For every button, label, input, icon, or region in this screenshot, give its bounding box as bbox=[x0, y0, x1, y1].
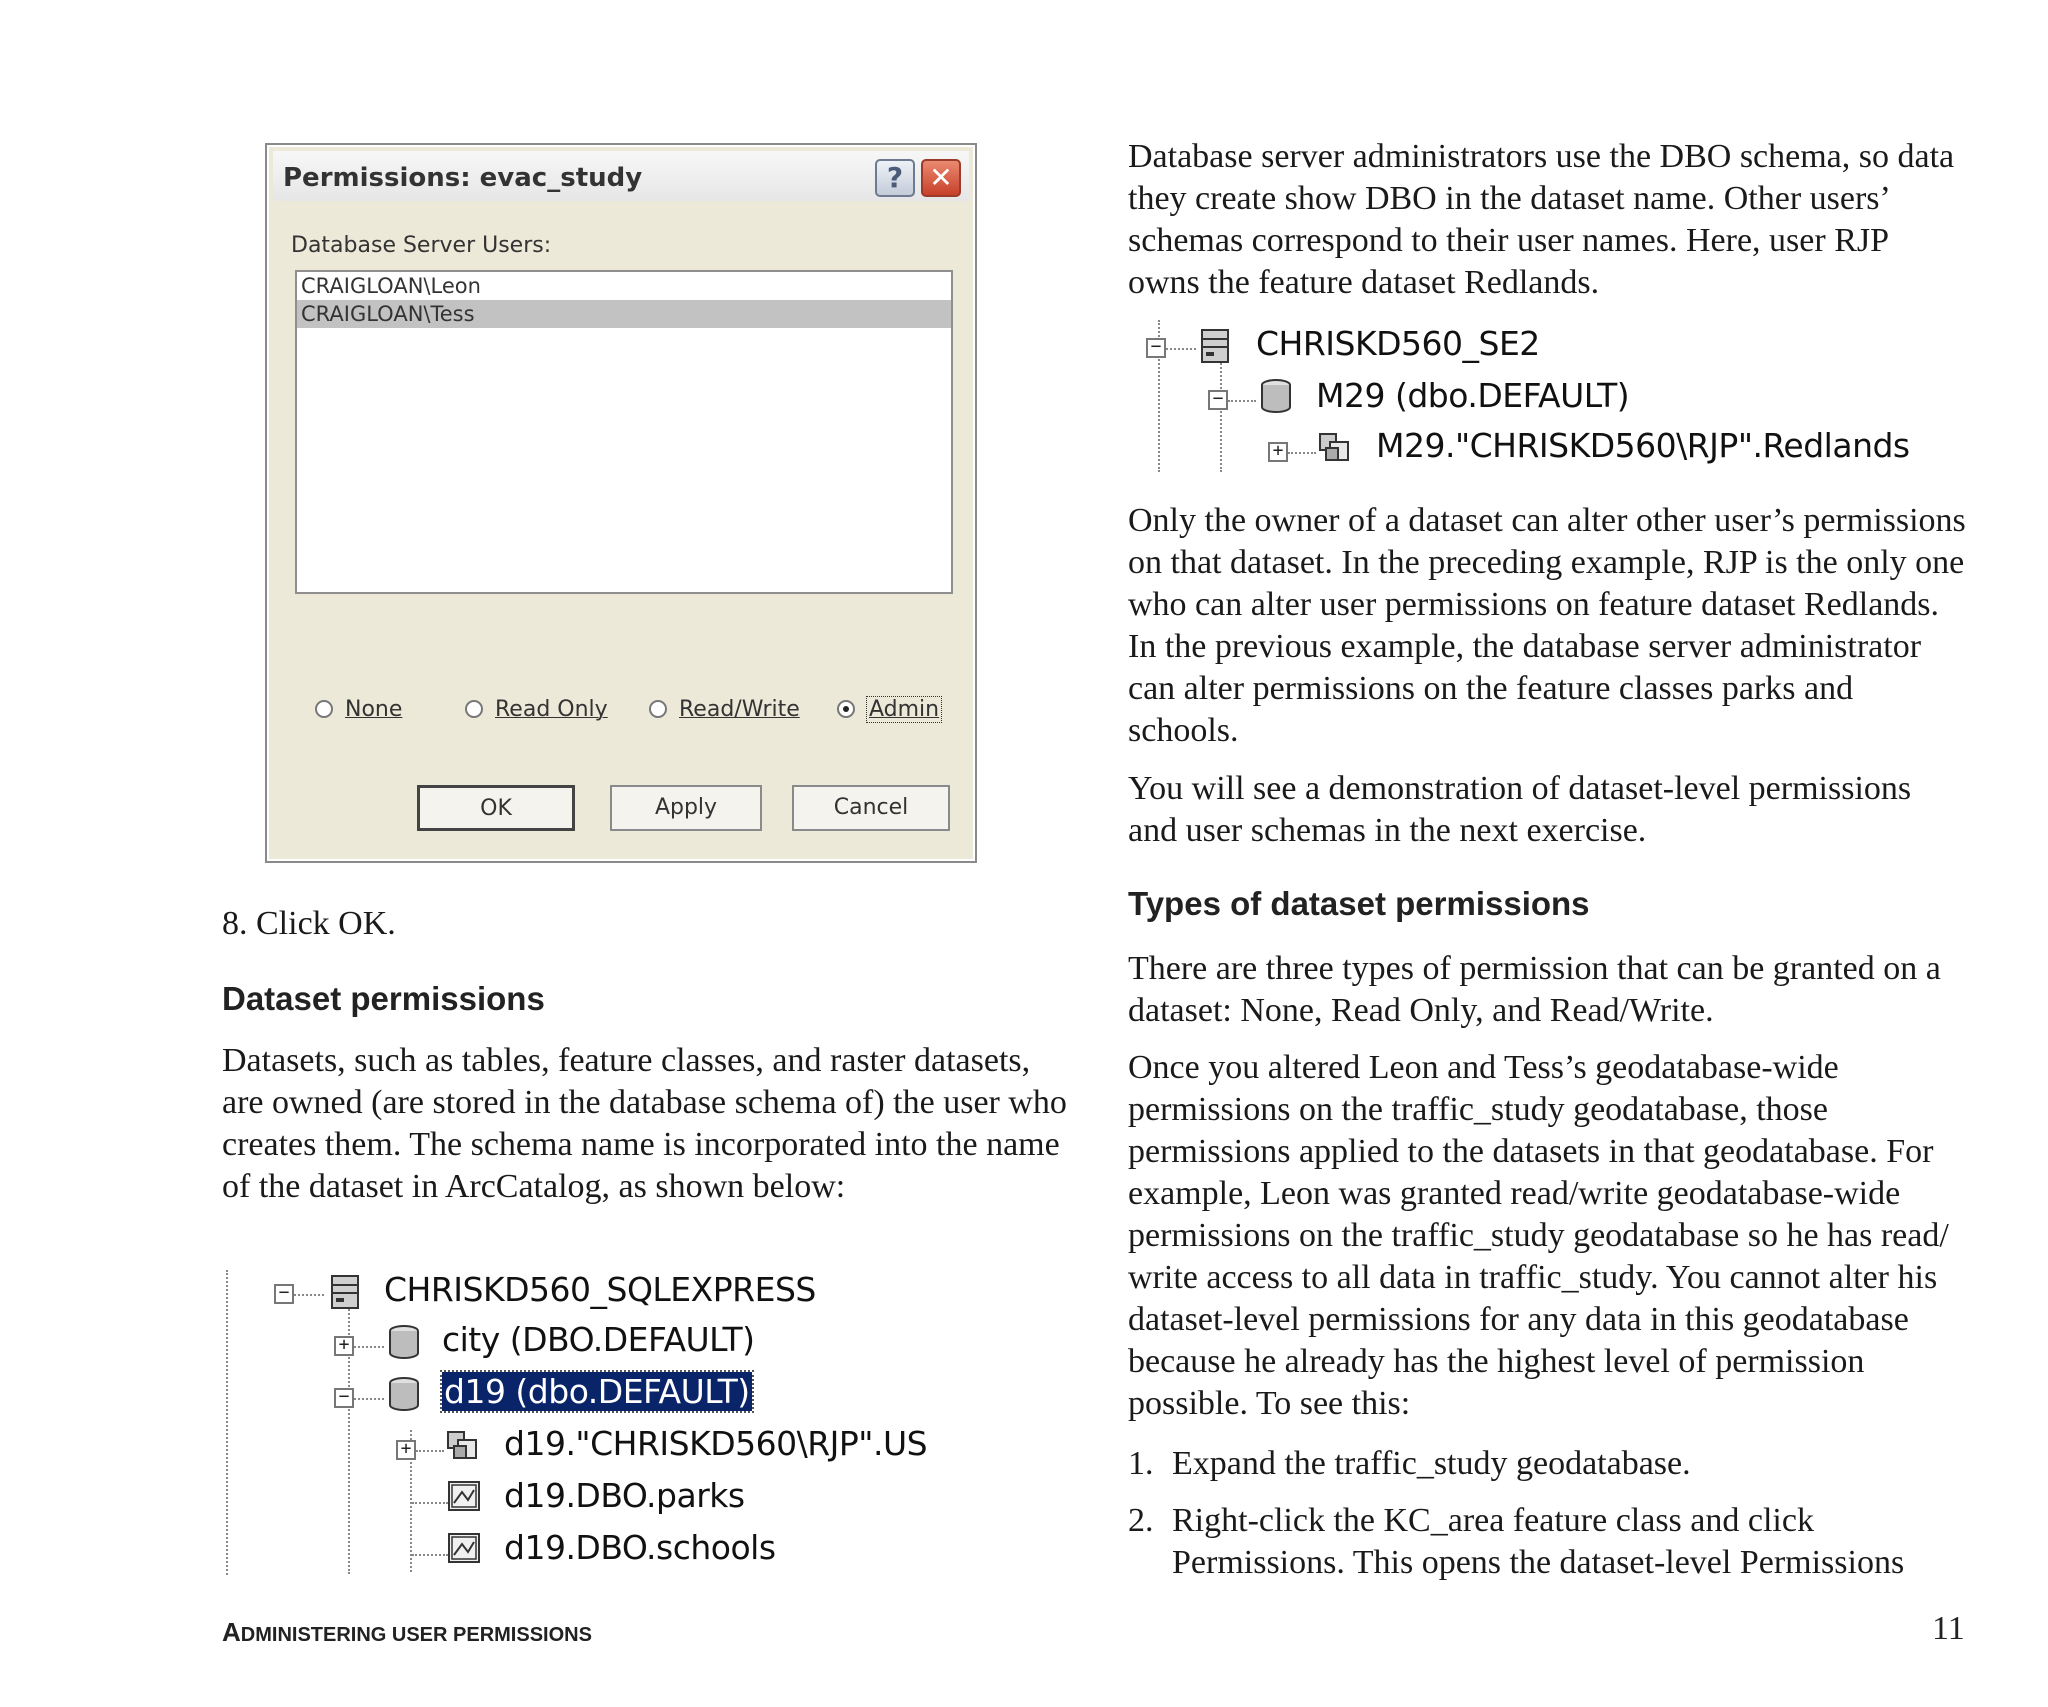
paragraph-dbo-schema: Database server administrators use the DBO schema, so data they create show DBO in the dataset name. Other users’ schemas correspond to their user names. Here, user RJP owns the feature dataset Redlands. bbox=[1128, 138, 1955, 301]
heading-types-of-permissions: Types of dataset permissions bbox=[1128, 885, 1590, 922]
collapse-icon[interactable]: − bbox=[1208, 390, 1228, 410]
tree-item-us-dataset[interactable]: d19."CHRISKD560\RJP".US bbox=[504, 1424, 928, 1463]
feature-class-icon bbox=[446, 1530, 482, 1566]
ok-button[interactable]: OK bbox=[417, 785, 575, 831]
step-1: Expand the traffic_study geodatabase. bbox=[1172, 1445, 1691, 1482]
tree-item-m29[interactable]: M29 (dbo.DEFAULT) bbox=[1316, 376, 1630, 415]
radio-none[interactable]: None bbox=[315, 697, 402, 722]
dialog-title: Permissions: evac_study bbox=[283, 163, 643, 193]
radio-admin[interactable]: Admin bbox=[837, 697, 941, 722]
users-label: Database Server Users: bbox=[291, 233, 552, 258]
running-footer bbox=[222, 1617, 592, 1648]
feature-dataset-icon bbox=[446, 1428, 482, 1464]
server-icon bbox=[328, 1274, 364, 1310]
expand-icon[interactable]: + bbox=[1268, 442, 1288, 462]
database-icon bbox=[386, 1324, 422, 1360]
collapse-icon[interactable]: − bbox=[1146, 338, 1166, 358]
expand-icon[interactable]: + bbox=[396, 1440, 416, 1460]
tree-item-parks[interactable]: d19.DBO.parks bbox=[504, 1476, 745, 1515]
radio-read-write[interactable]: Read/Write bbox=[649, 697, 800, 722]
paragraph-demonstration: You will see a demonstration of dataset-level permissions and user schemas in the next exercise. bbox=[1128, 770, 1912, 849]
page-number: 11 bbox=[1932, 1610, 1965, 1647]
tree-connector bbox=[1166, 348, 1196, 350]
apply-button[interactable]: Apply bbox=[610, 785, 762, 831]
feature-class-icon bbox=[446, 1478, 482, 1514]
collapse-icon[interactable]: − bbox=[334, 1388, 354, 1408]
help-button[interactable]: ? bbox=[875, 159, 915, 197]
tree-connector bbox=[1288, 452, 1316, 454]
paragraph-geodatabase-wide: Once you altered Leon and Tess’s geodatabase-wide permissions on the traffic_study geodatabase, those permissions applied to the datasets in that geodatabase. For example, Leon was granted read/write geodatabase-wide permissions on the traffic_study geodatabase so he has read/ write access to all data in traffic_study. You cannot alter his dataset-level permissions for any data in this geodatabase because he already has the highest level of permission possible. To see this: bbox=[1128, 1049, 1949, 1422]
tree-connector bbox=[412, 1554, 448, 1556]
footer-initial: A bbox=[222, 1617, 241, 1647]
tree-item-d19-selected[interactable]: d19 (dbo.DEFAULT) bbox=[444, 1372, 750, 1411]
step-2: Right-click the KC_area feature class and click Permissions. This opens the dataset-level Permissions bbox=[1172, 1502, 1905, 1581]
tree-connector bbox=[294, 1294, 324, 1296]
dataset-permissions-paragraph: Datasets, such as tables, feature classes, and raster datasets, are owned (are stored in the database schema of) the user who creates them. The schema name is incorporated into the name of the dataset in ArcCatalog, as shown below: bbox=[222, 1042, 1067, 1205]
feature-dataset-icon bbox=[1318, 430, 1354, 466]
step-1-number: 1. bbox=[1128, 1445, 1154, 1482]
list-item-user-selected[interactable]: CRAIGLOAN\Tess bbox=[297, 300, 951, 328]
server-icon bbox=[1198, 328, 1234, 364]
radio-circle-icon bbox=[315, 700, 333, 718]
tree-item-server[interactable]: CHRISKD560_SQLEXPRESS bbox=[384, 1270, 816, 1309]
step-2-number: 2. bbox=[1128, 1502, 1154, 1539]
paragraph-owner: Only the owner of a dataset can alter other user’s permissions on that dataset. In the preceding example, RJP is the only one who can alter user permissions on feature dataset Redlands. In the previous example, the database server administrator can alter permissions on the feature classes parks and schools. bbox=[1128, 502, 1966, 749]
dialog-titlebar bbox=[273, 151, 969, 201]
tree-sqlexpress bbox=[222, 1270, 982, 1580]
collapse-icon[interactable]: − bbox=[274, 1284, 294, 1304]
close-button[interactable]: ✕ bbox=[921, 159, 961, 197]
tree-guide-line bbox=[226, 1270, 228, 1575]
list-item-user[interactable]: CRAIGLOAN\Leon bbox=[301, 274, 481, 298]
tree-item-schools[interactable]: d19.DBO.schools bbox=[504, 1528, 776, 1567]
heading-dataset-permissions: Dataset permissions bbox=[222, 980, 545, 1017]
tree-item-server-se2[interactable]: CHRISKD560_SE2 bbox=[1256, 324, 1540, 363]
permission-radio-group bbox=[267, 697, 975, 737]
tree-connector bbox=[412, 1502, 448, 1504]
expand-icon[interactable]: + bbox=[334, 1336, 354, 1356]
footer-section-title: DMINISTERING USER PERMISSIONS bbox=[240, 1624, 592, 1646]
permissions-dialog bbox=[265, 143, 977, 863]
tree-connector bbox=[354, 1398, 384, 1400]
cancel-button[interactable]: Cancel bbox=[792, 785, 950, 831]
tree-connector bbox=[354, 1346, 384, 1348]
tree-item-city[interactable]: city (DBO.DEFAULT) bbox=[442, 1320, 755, 1359]
tree-connector bbox=[416, 1450, 444, 1452]
tree-connector bbox=[1228, 400, 1256, 402]
users-listbox[interactable] bbox=[295, 270, 953, 594]
database-icon bbox=[386, 1376, 422, 1412]
radio-checked-icon bbox=[837, 700, 855, 718]
tree-se2 bbox=[1140, 320, 1940, 480]
radio-read-only[interactable]: Read Only bbox=[465, 697, 608, 722]
radio-circle-icon bbox=[649, 700, 667, 718]
radio-circle-icon bbox=[465, 700, 483, 718]
step-8: 8. Click OK. bbox=[222, 905, 396, 942]
paragraph-three-types: There are three types of permission that can be granted on a dataset: None, Read Only, and Read/Write. bbox=[1128, 950, 1941, 1029]
tree-guide-line bbox=[1220, 360, 1222, 472]
tree-item-redlands[interactable]: M29."CHRISKD560\RJP".Redlands bbox=[1376, 426, 1910, 465]
database-icon bbox=[1258, 378, 1294, 414]
